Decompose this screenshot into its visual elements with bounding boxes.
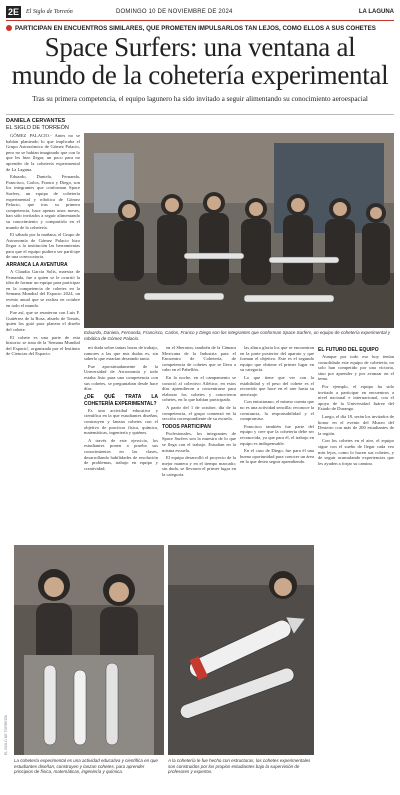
kicker-text: PARTICIPAN EN ENCUENTROS SIMILARES, QUE PROMETEN IMPULSARLOS TAN LEJOS, COMO ELLOS A SUS COHETES [15,25,376,32]
article-column-4 [240,345,314,540]
paragraph: Francisco también fue parte del equipo y cree que la cohetería debe ser reconocida, ya que para él, el trabajo en equipo es indispensable. [240,423,314,446]
article-column-3 [162,345,236,540]
page-number: 2E [8,7,20,17]
paragraph: Es una actividad educativa y científica en la que estudiantes diseñan, construyen y lanzan cohetes con el objetivo de practicar física, química, matemáticas, ingeniería y quiénes. [84,407,158,436]
team-photo [84,133,394,328]
subhead: TODOS PARTICIPAN [162,423,211,430]
team-photo-image [84,133,394,328]
subhead: ARRANCA LA AVENTURA [6,262,68,269]
deck-rule [6,114,394,115]
paragraph: Eduardo, Daniela, Fernanda, Francisco, Carlos, Franco y Diego, son los integrantes que conforman Space Surfers, un equipo de cohetería experimental y robótica de Gómez Palacio, que tras su primera competencia, hace apenas unos meses, han sido invitados a seguir alimentando su conocimiento y compartirlo en el mundo de la cohetería. [6,174,80,230]
article-column-5 [318,345,394,755]
paragraph: Luego, el día 18, serán los invitados de honor en el evento del Museo del Desierto con más de 200 estudiantes de la región. [318,413,394,436]
photo-caption-right: A la cohetería le fue hecho con estructuras, los cohetes experimentales son construidos por los propios estudiantes bajo la supervisión de profesores y expertos. [168,758,311,775]
paragraph: El sábado por la mañana, el Grupo de Astronomía de Gómez Palacio hizo llegar a la institución las herramientas para que el equipo pudiera ser partícipe de una convocatoria. [6,232,80,260]
deck: Tras su primera competencia, el equipo lagunero ha sido invitado a seguir alimentando su conocimiento aeroespacial [32,95,368,103]
paragraph: El equipo desarrolló el proyecto de la mejor manera y en el tiempo marcado; sin duda, se llevaron el primer lugar en la categoría. [162,455,236,477]
paragraph: A Claudia García Solís, maestra de Fernanda, fue a quien se le ocurrió la idea de formar un equipo para participar en la competencia de cohetes en la Semana Mundial del Espacio 2024, un evento anual que se realiza en octubre en todo el mundo. [6,269,80,308]
kicker [6,25,394,32]
paragraph: en el Sheraton, también de la Cámara Mexicana de la Industria para el Encuentro de Cohetería, de competencia de cohetes que se lleva a cabo en el Pabellón. [162,345,236,373]
headline: Space Surfers: una ventana al mundo de la cohetería experimental [11,32,389,90]
paragraph: Aunque por todo eso hoy tenían consolidado este equipo de cohetería, no solo han competido por una victoria, sino por aprender y por avanzar en el tema. [318,354,394,382]
rocket-workshop-photo [14,545,164,755]
photo-caption-left: La cohetería experimental es una actividad educativa y científica en que estudiantes diseñan, construyen y lanzan cohetes, para aprender principios de física, matemáticas, ingeniería y química. [14,758,158,775]
rocket-parts-photo [168,545,314,755]
photo-caption: Eduardo, Daniela, Fernanda, Francisco, Carlos, Franco y Diego son los integrantes que conforman Space Surfers, un equipo de cohetería experimental y robótica de Gómez Palacio. [84,330,391,341]
newspaper-name: El Siglo de Torreón [26,9,73,15]
paragraph: A través de este ejercicio, los estudiantes ponen a prueba sus conocimientos en las clases, desarrollando habilidades de resolución de problemas, trabajo en equipo y creatividad. [84,437,158,471]
paragraph: Profesionales, los integrantes de Space Surfers son la muestra de lo que se llega con el trabajo. Estudian en la misma escuela. [162,430,236,453]
paragraph: Por ejemplo, el equipo ha sido invitado a participar en encuentros a nivel nacional e internacional, con el apoyo de la Universidad Juárez del Estado de Durango. [318,383,394,412]
byline-outlet: EL SIGLO DE TORREÓN [6,125,69,131]
rocket-workshop-image [14,545,164,755]
rocket-parts-image [168,545,314,755]
article-column-2 [84,345,158,540]
page-header [6,6,394,18]
paragraph: Fue aproximadamente de la Universidad de Astronomía y todo estaba listo para una competencia con sus cohetes, se preguntaban desde hace días. [84,363,158,392]
byline-author: DANIELA CERVANTES [6,118,66,124]
paragraph: Con entusiasmo, el mismo cuenta que no es una actividad sencilla; reconoce la constancia, la responsabilidad y el compromiso. [240,399,314,422]
subhead: EL FUTURO DEL EQUIPO [318,347,379,353]
paragraph: El cohete es una parte de esta historia: se trata de la 'Semana Mundial del Espacio', organizada por el Instituto de Ciencias del Espacio. [6,334,80,357]
section-name: LA LAGUNA [358,9,394,15]
subhead: ¿DE QUÉ TRATA LA COHETERÍA EXPERIMENTAL? [84,393,158,407]
paragraph: En la noche, en el campamento se conoció al colectivo Atlético; en estos días aprendieron a concentrarse para elaborar los cohetes y conocieron cohetes, en lo que habían participado. [162,374,236,403]
byline [6,118,86,132]
header-rule [6,20,394,21]
paragraph: las altura gloria los que se encuentran en la parte posterior del aparato y que forman el objetivo. Este es el segundo equipo que obtiene el primer lugar en su categoría. [240,345,314,373]
paragraph: Lo que tiene que ver con la estabilidad y el peso del cohete es el recorrido que hace en el aire hasta su aterrizaje. [240,374,314,397]
paragraph: En el caso de Diego, fue para él una buena oportunidad para conocer un área en la que desea seguir aprendiendo. [240,448,314,465]
paragraph: GÓMEZ PALACIO.- Antes no se habían planteado lo que implicaba el Grupo Astronómico de Gómez Palacio, pero no se habían imaginado que con lo que les hizo llegar, un poco para no aprender de la cohetería experimental de La Laguna. [6,133,80,172]
photo-credit: EL SIGLO DE TORREÓN [4,714,8,755]
paragraph: mi duda sobre tantas horas de trabajo, rumores a las que mis dudas es, sin saberlo que estarían deseando tanto. [84,345,158,362]
kicker-bullet-icon [6,25,12,31]
issue-date: DOMINGO 10 DE NOVIEMBRE DE 2024 [116,9,233,15]
paragraph: Fue así, que se reunieron con Luis F. Gutiérrez de la Rosa, abuelo de Tomás, quien los guió para planear el diseño del cohete. [6,310,80,332]
paragraph: A partir del 1 de octubre, día de la competencia, el grupo comenzó en la sección correspondiente de su escuela. [162,404,236,422]
paragraph: Con los cohetes en el aire, el equipo sigue con el sueño de llegar cada vez más lejos, como lo hacen sus cohetes, y de seguir acumulando experiencias que les ayuden a forjar su camino. [318,438,394,466]
